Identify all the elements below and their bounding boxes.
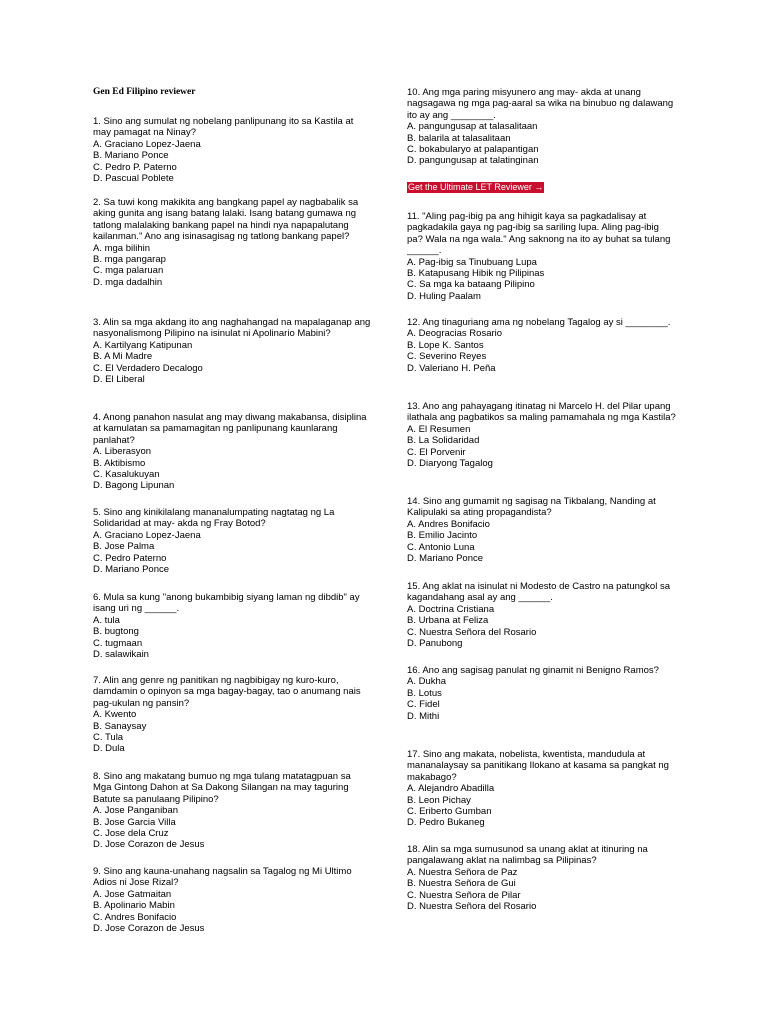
option-b: B. Leon Pichay [407, 794, 471, 806]
option-b: B. Jose Garcia Villa [93, 816, 176, 828]
option-c: C. Sa mga ka bataang Pilipino [407, 279, 535, 291]
question-text: 8. Sino ang makatang bumuo ng mga tulang matatagpuan sa Mga Gintong Dahon at Sa Dakong Silangan na may taguring Batute sa panulaang Pilipino? [93, 771, 351, 805]
option-b: B. mga pangarap [93, 254, 166, 266]
option-a: A. Dukha [407, 676, 447, 688]
option-c: C. Kasalukuyan [93, 469, 160, 481]
option-d: D. Bagong Lipunan [93, 480, 175, 492]
option-a: A. Liberasyon [93, 446, 152, 458]
document-title: Gen Ed Filipino reviewer [93, 87, 196, 97]
question-15 [407, 581, 677, 649]
question-text: 10. Ang mga paring misyunero ang may- akda at unang nagsagawa ng mga pag-aaral sa wika na binubuo ng dalawang ito ay ang ________. [407, 87, 674, 121]
question-text: 7. Alin ang genre ng panitikan ng nagbibigay ng kuro-kuro, damdamin o opinyon sa mga bagay-bagay, tao o anumang nais pag-ukulan ng pansin? [93, 675, 361, 709]
question-5 [93, 507, 371, 575]
option-d: D. pangungusap at talatinginan [407, 155, 539, 167]
question-4 [93, 412, 371, 492]
option-a: A. Jose Panganiban [93, 805, 179, 817]
option-b: B. Emilio Jacinto [407, 530, 478, 542]
option-d: D. Nuestra Señora del Rosario [407, 901, 537, 913]
option-a: A. Kwento [93, 709, 137, 721]
option-a: A. tula [93, 614, 120, 626]
option-a: A. mga bilihin [93, 242, 151, 254]
question-text: 9. Sino ang kauna-unahang nagsalin sa Tagalog ng Mi Ultimo Adios ni Jose Rizal? [93, 866, 352, 889]
option-a: A. pangungusap at talasalitaan [407, 121, 538, 133]
option-a: A. Graciano Lopez-Jaena [93, 138, 201, 150]
question-text: 18. Alin sa mga sumusunod sa unang aklat at itinuring na pangalawang aklat na nalimbag sa Pilipinas? [407, 844, 648, 867]
question-13 [407, 401, 677, 469]
option-c: C. mga palaruan [93, 265, 164, 277]
option-d: D. Pascual Poblete [93, 173, 174, 185]
question-8 [93, 771, 371, 851]
question-1 [93, 116, 371, 184]
option-c: C. Severino Reyes [407, 351, 487, 363]
option-b: B. Nuestra Señora de Gui [407, 878, 516, 890]
question-10 [407, 87, 677, 167]
option-b: B. Urbana at Feliza [407, 615, 489, 627]
option-d: D. Dula [93, 743, 125, 755]
option-c: C. El Verdadero Decalogo [93, 362, 203, 374]
option-a: A. Nuestra Señora de Paz [407, 866, 518, 878]
option-c: C. bokabularyo at palapantigan [407, 144, 539, 156]
option-d: D. Huling Paalam [407, 290, 481, 302]
option-d: D. Pedro Bukaneg [407, 817, 485, 829]
option-a: A. El Resumen [407, 423, 471, 435]
question-16 [407, 665, 677, 722]
option-b: B. Apolinario Mabin [93, 900, 175, 912]
option-c: C. tugmaan [93, 637, 143, 649]
option-b: B. Mariano Ponce [93, 150, 169, 162]
option-b: B. La Solidaridad [407, 435, 480, 447]
option-a: A. Alejandro Abadilla [407, 783, 495, 795]
question-2 [93, 197, 371, 288]
question-text: 4. Anong panahon nasulat ang may diwang makabansa, disiplina at kamulatan sa pamamagitan ng panlipunang kaunlarang panlahat? [93, 412, 367, 446]
option-d: D. El Liberal [93, 374, 145, 386]
question-9 [93, 866, 371, 934]
option-b: B. A Mi Madre [93, 351, 153, 363]
option-c: C. El Porvenir [407, 446, 466, 458]
option-d: D. Mariano Ponce [93, 564, 170, 576]
option-d: D. Mariano Ponce [407, 553, 484, 565]
option-d: D. Mithi [407, 710, 440, 722]
question-text: 12. Ang tinaguriang ama ng nobelang Tagalog ay si ________. [407, 317, 671, 328]
option-d: D. Diaryong Tagalog [407, 458, 493, 470]
question-14 [407, 496, 677, 564]
option-d: D. Jose Corazon de Jesus [93, 839, 205, 851]
option-d: D. Jose Corazon de Jesus [93, 923, 205, 935]
question-text: 2. Sa tuwi kong makikita ang bangkang papel ay nagbabalik sa aking gunita ang isang batang lalaki. Isang batang gumawa ng tatlong malalaking bankang papel na hindi nya napapalutang kailanman." Ano ang isinasagisag ng tatlong bankang papel? [93, 197, 359, 243]
ultimate-let-reviewer-link[interactable]: Get the Ultimate LET Reviewer → [408, 182, 544, 192]
option-b: B. Jose Palma [93, 541, 155, 553]
question-text: 6. Mula sa kung "anong bukambibig siyang laman ng dibdib" ay isang uri ng ______. [93, 592, 360, 615]
question-6 [93, 592, 371, 660]
question-11 [407, 211, 677, 302]
question-text: 16. Ano ang sagisag panulat ng ginamit ni Benigno Ramos? [407, 665, 659, 676]
option-b: B. Lotus [407, 687, 442, 699]
option-a: A. Graciano Lopez-Jaena [93, 529, 201, 541]
option-c: C. Pedro P. Paterno [93, 161, 177, 173]
question-text: 5. Sino ang kinikilalang mananalumpating nagtatag ng La Solidaridad at may- akda ng Fray Botod? [93, 507, 335, 530]
question-17 [407, 749, 677, 829]
option-c: C. Andres Bonifacio [93, 911, 177, 923]
question-3 [93, 317, 371, 385]
option-a: A. Pag-ibig sa Tinubuang Lupa [407, 256, 537, 268]
option-d: D. mga dadalhin [93, 276, 163, 288]
option-c: C. Jose dela Cruz [93, 828, 169, 840]
question-text: 14. Sino ang gumamit ng sagisag na Tikbalang, Nanding at Kalipulaki sa ating propagandista? [407, 496, 656, 519]
question-text: 15. Ang aklat na isinulat ni Modesto de Castro na patungkol sa kagandahang asal ay ang ______. [407, 581, 671, 604]
option-c: C. Antonio Luna [407, 541, 475, 553]
question-text: 17. Sino ang makata, nobelista, kwentista, mandudula at mananalaysay sa panitikang Ilokano at kasama sa pangkat ng makabago? [407, 749, 669, 783]
option-c: C. Nuestra Señora del Rosario [407, 626, 537, 638]
option-b: B. Aktibismo [93, 457, 146, 469]
option-c: C. Nuestra Señora de Pilar [407, 889, 521, 901]
option-c: C. Eriberto Gumban [407, 806, 492, 818]
option-b: B. Sanaysay [93, 720, 147, 732]
option-c: C. Fidel [407, 699, 440, 711]
question-text: 1. Sino ang sumulat ng nobelang panlipunang ito sa Kastila at may pamagat na Ninay? [93, 116, 354, 139]
option-b: B. Katapusang Hibik ng Pilipinas [407, 268, 545, 280]
option-d: D. Panubong [407, 638, 463, 650]
option-b: B. balarila at talasalitaan [407, 132, 511, 144]
question-text: 11. "Aling pag-ibig pa ang hihigit kaya sa pagkadalisay at pagkadakila gaya ng pag-ibig sa sariling lupa. Aling pag-ibig pa? Wala na nga wala." Ang saknong na ito ay buhat sa tulang ______. [407, 211, 671, 257]
option-c: C. Tula [93, 732, 124, 744]
option-d: D. Valeriano H. Peña [407, 362, 496, 374]
option-d: D. salawikain [93, 649, 149, 661]
option-a: A. Kartilyang Katipunan [93, 339, 193, 351]
option-a: A. Jose Gatmaitan [93, 888, 172, 900]
option-c: C. Pedro Paterno [93, 552, 167, 564]
option-a: A. Deogracias Rosario [407, 328, 503, 340]
question-12 [407, 317, 677, 374]
option-a: A. Andres Bonifacio [407, 518, 490, 530]
question-text: 3. Alin sa mga akdang ito ang naghahangad na mapalaganap ang nasyonalismong Pilipino na isinulat ni Apolinario Mabini? [93, 317, 371, 340]
question-18 [407, 844, 677, 912]
question-7 [93, 675, 371, 755]
option-a: A. Doctrina Cristiana [407, 603, 495, 615]
option-b: B. Lope K. Santos [407, 339, 484, 351]
option-b: B. bugtong [93, 626, 139, 638]
question-text: 13. Ano ang pahayagang itinatag ni Marcelo H. del Pilar upang ilathala ang pagbatikos sa maling pamamahala ng mga Kastila? [407, 401, 676, 424]
